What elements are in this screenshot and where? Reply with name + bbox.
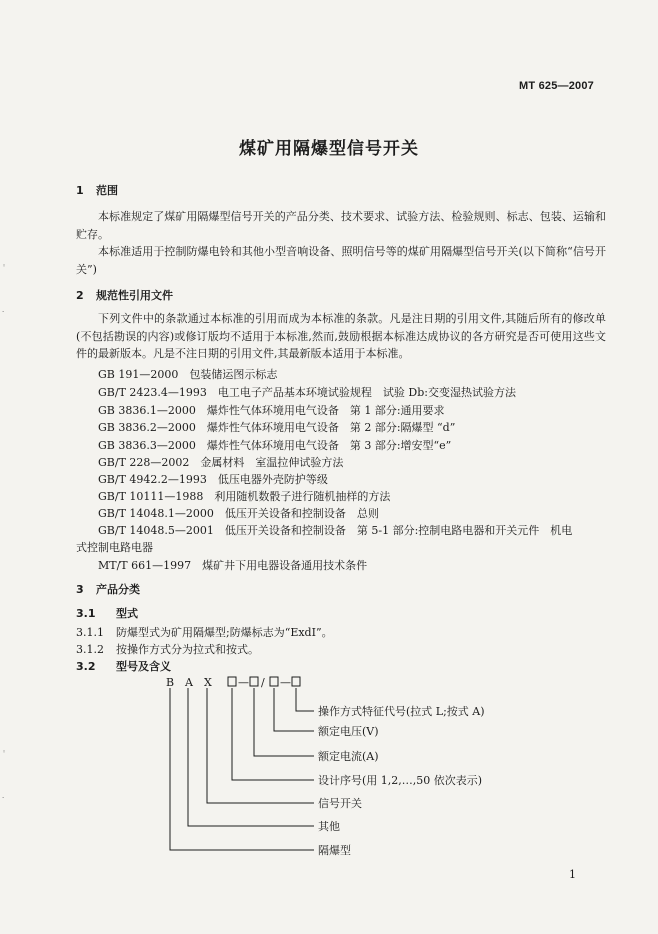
scan-mark: ◦ [2, 748, 7, 756]
label-other: 其他 [318, 820, 340, 833]
reference-item: GB/T 2423.4—1993 电工电子产品基本环境试验规程 试验 Db:交变湿热试验方法 [98, 386, 516, 399]
section-2-intro: 下列文件中的条款通过本标准的引用而成为本标准的条款。凡是注日期的引用文件,其随后所有的修改单(不包括勘误的内容)或修订版均不适用于本标准,然而,鼓励根据本标准达成协议的各方研究是否可使用这些文件的最新版本。凡是不注日期的引用文件,其最新版本适用于本标准。 [76, 312, 606, 360]
subsection-text: 型式 [116, 607, 138, 620]
page-number: 1 [569, 868, 576, 881]
code-separator: — [238, 676, 249, 689]
scan-mark: · [2, 794, 5, 802]
scan-mark: ◦ [2, 262, 7, 270]
reference-item: MT/T 661—1997 煤矿井下用电器设备通用技术条件 [98, 559, 368, 572]
code-box [270, 677, 278, 686]
reference-item: GB/T 228—2002 金属材料 室温拉伸试验方法 [98, 456, 344, 469]
reference-item: GB 3836.2—2000 爆炸性气体环境用电气设备 第 2 部分:隔爆型 “d” [98, 421, 456, 434]
section-1-para-2: 本标准适用于控制防爆电铃和其他小型音响设备、照明信号等的煤矿用隔爆型信号开关(以下简称“信号开关”) [76, 245, 606, 276]
label-flameproof: 隔爆型 [318, 844, 351, 857]
section-title: 产品分类 [96, 583, 140, 596]
leader-line [274, 688, 314, 731]
label-operation-mode: 操作方式特征代号(拉式 L;按式 A) [318, 705, 485, 718]
reference-item: GB 3836.3—2000 爆炸性气体环境用电气设备 第 3 部分:增安型“e” [98, 439, 452, 452]
reference-item: GB/T 4942.2—1993 低压电器外壳防护等级 [98, 473, 328, 486]
label-design-serial: 设计序号(用 1,2,…,50 依次表示) [318, 774, 483, 787]
reference-item: GB 3836.1—2000 爆炸性气体环境用电气设备 第 1 部分:通用要求 [98, 404, 445, 417]
section-title: 范围 [96, 184, 118, 197]
code-separator: / [261, 676, 265, 689]
code-box [292, 677, 300, 686]
code-box [250, 677, 258, 686]
leader-line [207, 688, 314, 803]
reference-item: GB/T 14048.1—2000 低压开关设备和控制设备 总则 [98, 507, 379, 520]
code-letter-x: X [204, 676, 212, 689]
code-separator: — [280, 676, 291, 689]
code-letter-b: B [166, 676, 175, 689]
label-rated-current: 额定电流(A) [318, 750, 379, 763]
label-rated-voltage: 额定电压(V) [318, 725, 379, 738]
leader-line [296, 688, 314, 711]
code-letter-a: A [185, 676, 193, 689]
code-box [228, 677, 236, 686]
subsection-text: 型号及含义 [116, 660, 171, 673]
section-number: 2 [76, 289, 84, 302]
subsection-text: 防爆型式为矿用隔爆型;防爆标志为“ExdI”。 [116, 626, 333, 639]
subsection-number: 3.1 [76, 607, 96, 620]
reference-continuation: 式控制电路电器 [76, 541, 153, 554]
document-title: 煤矿用隔爆型信号开关 [239, 139, 419, 159]
reference-item: GB/T 10111—1988 利用随机数骰子进行随机抽样的方法 [98, 490, 391, 503]
leader-line [254, 688, 314, 756]
subsection-text: 按操作方式分为拉式和按式。 [116, 643, 259, 656]
subsection-number: 3.1.2 [76, 643, 104, 656]
label-signal-switch: 信号开关 [318, 797, 362, 810]
section-1-para-1: 本标准规定了煤矿用隔爆型信号开关的产品分类、技术要求、试验方法、检验规则、标志、包装、运输和贮存。 [76, 210, 606, 241]
subsection-number: 3.2 [76, 660, 96, 673]
leader-line [232, 688, 314, 780]
section-title: 规范性引用文件 [96, 289, 173, 302]
standard-code: MT 625—2007 [519, 80, 594, 92]
section-number: 1 [76, 184, 84, 197]
subsection-number: 3.1.1 [76, 626, 104, 639]
section-number: 3 [76, 583, 84, 596]
reference-item: GB/T 14048.5—2001 低压开关设备和控制设备 第 5-1 部分:控制电路电器和开关元件 机电 [98, 524, 573, 537]
reference-item: GB 191—2000 包装储运图示标志 [98, 368, 278, 381]
scan-mark: · [2, 308, 5, 316]
